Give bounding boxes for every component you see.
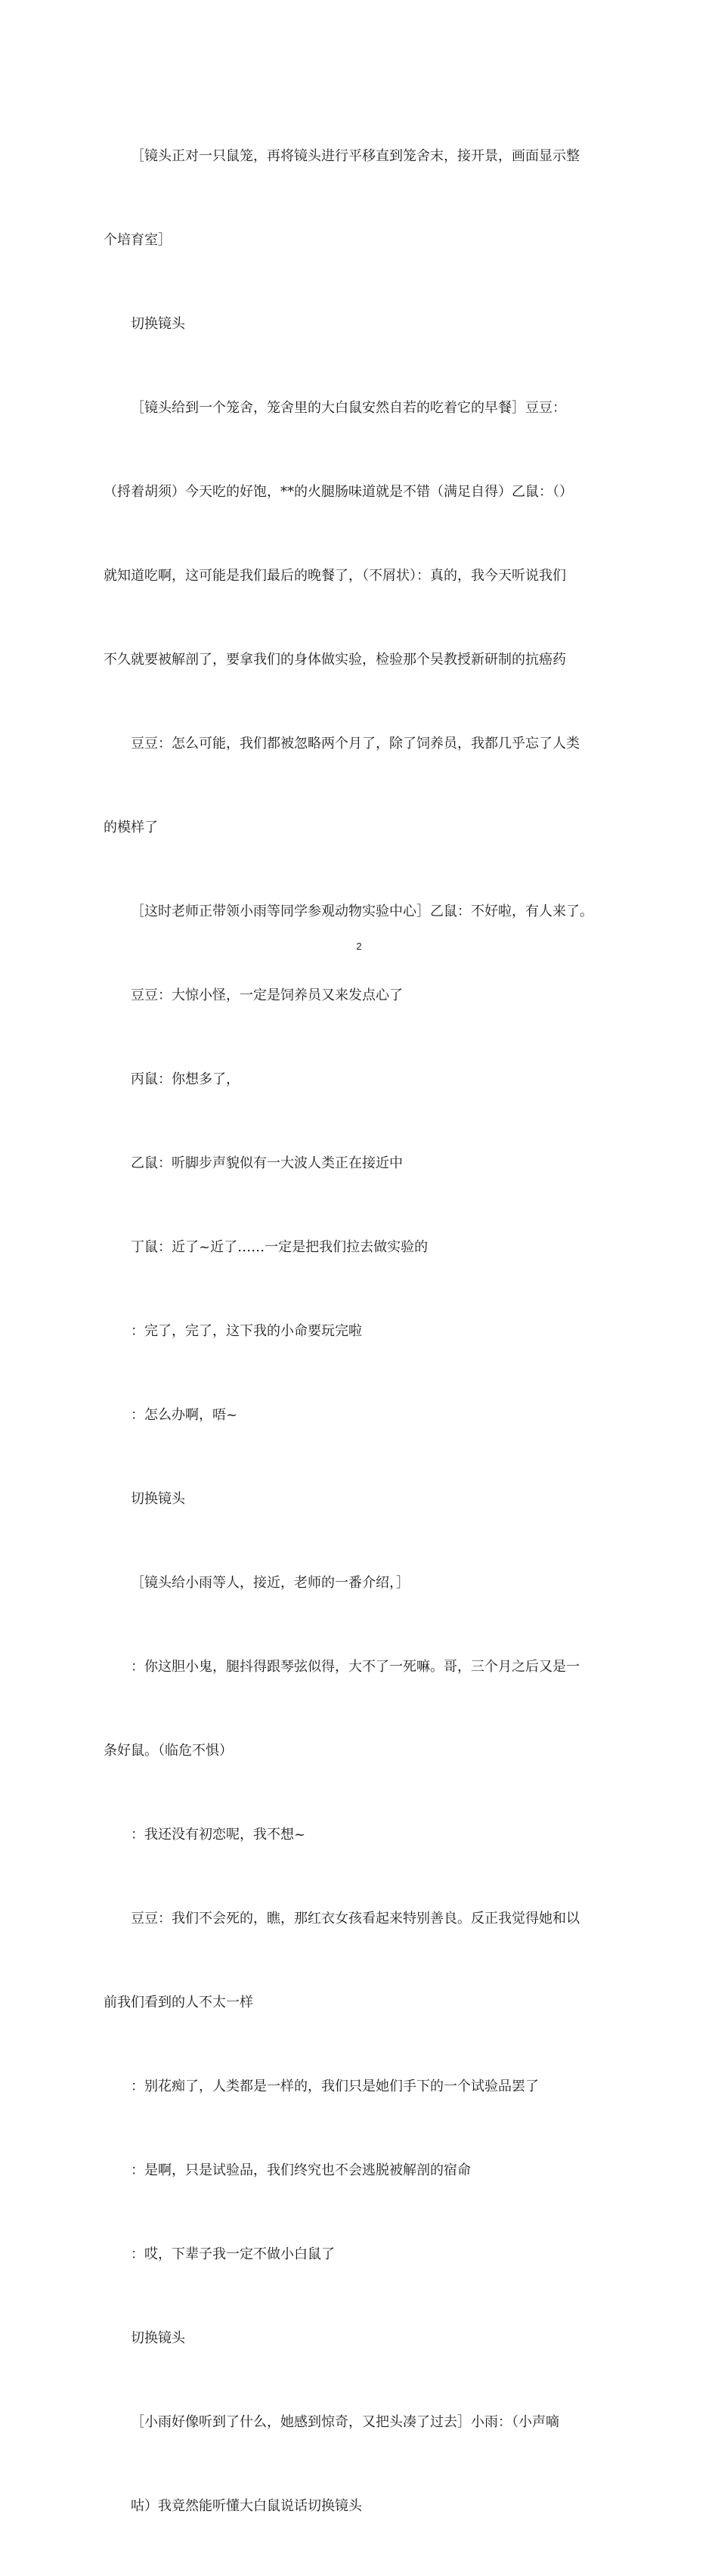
text-line: ［这时老师正带领小雨等同学参观动物实验中心］乙鼠：不好啦，有人来了。 bbox=[131, 904, 593, 919]
text-line: 切换镜头 bbox=[131, 2330, 185, 2346]
text-line: 丙鼠：你想多了， bbox=[131, 1071, 240, 1087]
document-body bbox=[104, 86, 625, 2576]
text-line: 切换镜头 bbox=[131, 316, 185, 332]
text-line: 咕）我竟然能听懂大白鼠说话切换镜头 bbox=[131, 2498, 362, 2514]
text-line: 豆豆：怎么可能，我们都被忽略两个月了，除了饲养员，我都几乎忘了人类 bbox=[131, 736, 580, 752]
text-line: 个培育室］ bbox=[104, 232, 172, 248]
text-line: 的模样了 bbox=[104, 820, 158, 835]
text-line: 丁鼠：近了~近了……一定是把我们拉去做实验的 bbox=[131, 1239, 429, 1255]
text-line: ：别花痴了，人类都是一样的，我们只是她们手下的一个试验品罢了 bbox=[131, 2078, 539, 2094]
text-line: 前我们看到的人不太一样 bbox=[104, 1995, 253, 2010]
page-number: 2 bbox=[356, 941, 362, 952]
text-line: 豆豆：大惊小怪，一定是饲养员又来发点心了 bbox=[131, 987, 403, 1003]
text-line: 豆豆：我们不会死的，瞧，那红衣女孩看起来特别善良。反正我觉得她和以 bbox=[131, 1911, 580, 1927]
text-line: ：完了，完了，这下我的小命要玩完啦 bbox=[131, 1323, 362, 1339]
text-line: ［镜头给小雨等人，接近，老师的一番介绍，］ bbox=[131, 1575, 410, 1591]
text-line: 切换镜头 bbox=[131, 1491, 185, 1507]
script-text bbox=[104, 86, 625, 2576]
text-line: ［小雨好像听到了什么，她感到惊奇，又把头凑了过去］小雨：（小声嘀 bbox=[131, 2414, 559, 2430]
text-line: ［镜头给到一个笼舍，笼舍里的大白鼠安然自若的吃着它的早餐］豆豆： bbox=[131, 400, 566, 416]
text-line: 乙鼠：听脚步声貌似有一大波人类正在接近中 bbox=[131, 1155, 403, 1171]
text-line: ［镜头正对一只鼠笼，再将镜头进行平移直到笼舍末，接开景，画面显示整 bbox=[131, 148, 580, 164]
text-line: ：怎么办啊，唔~ bbox=[131, 1407, 238, 1423]
text-line: ：你这胆小鬼，腿抖得跟琴弦似得，大不了一死嘛。哥，三个月之后又是一 bbox=[131, 1659, 580, 1675]
text-line: 就知道吃啊，这可能是我们最后的晚餐了，（不屑状）：真的，我今天听说我们 bbox=[104, 568, 566, 584]
text-line: ：哎，下辈子我一定不做小白鼠了 bbox=[131, 2246, 335, 2262]
text-line: 不久就要被解剖了，要拿我们的身体做实验，检验那个吴教授新研制的抗癌药 bbox=[104, 652, 566, 668]
text-line: 条好鼠。（临危不惧） bbox=[104, 1743, 233, 1759]
text-line: ：是啊，只是试验品，我们终究也不会逃脱被解剖的宿命 bbox=[131, 2162, 471, 2178]
text-line: （捋着胡须）今天吃的好饱，**的火腿肠味道就是不错（满足自得）乙鼠：（） bbox=[104, 484, 573, 500]
text-line: ：我还没有初恋呢，我不想~ bbox=[131, 1827, 306, 1843]
